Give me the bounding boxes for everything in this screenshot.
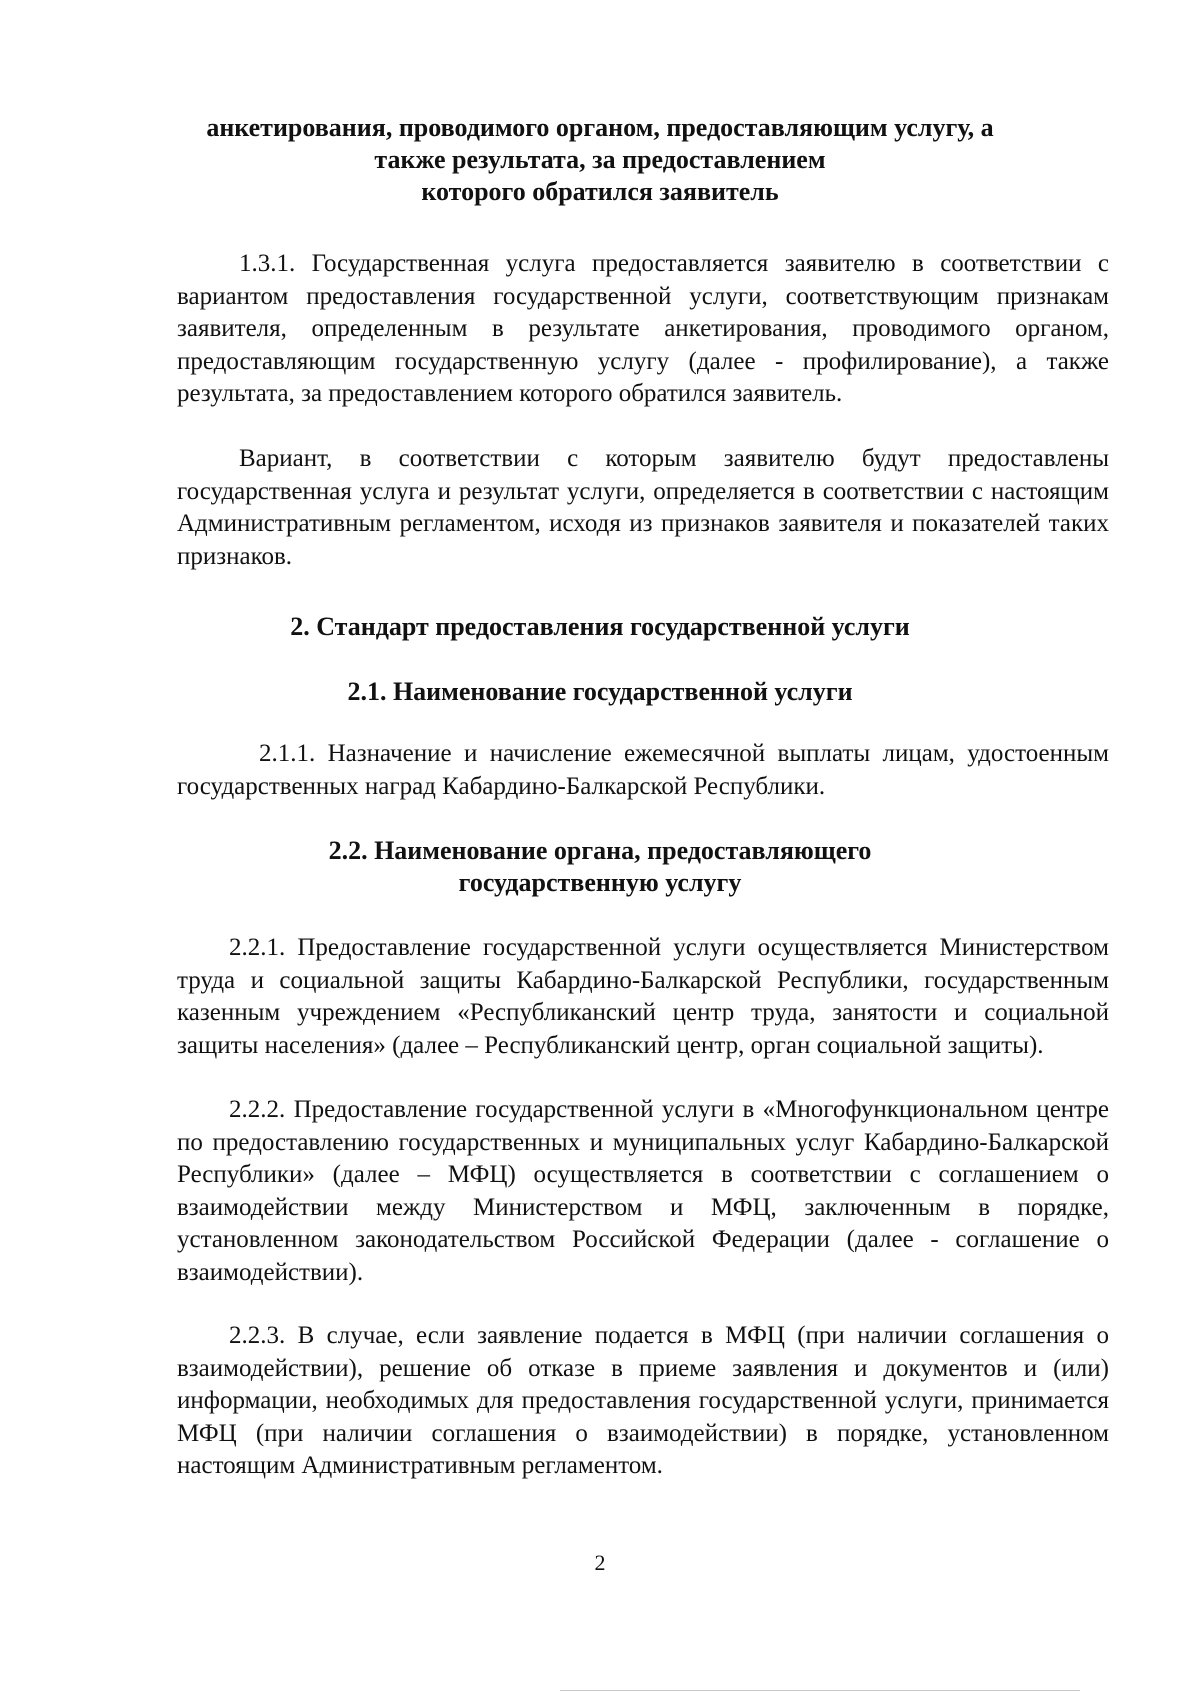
- paragraph-2-2-1: 2.2.1. Предоставление государственной услуги осуществляется Министерством труда и социальной защиты Кабардино-Балкарской Республики, государственным казенным учреждением «Республиканский центр труда, занятости и социальной защиты населения» (далее – Республиканский центр, орган социальной защиты).: [177, 934, 1109, 1059]
- intro-heading-line-3: которого обратился заявитель: [421, 177, 779, 206]
- section-2-2-title-line-2: государственную услугу: [458, 868, 742, 897]
- paragraph-2-2-3: 2.2.3. В случае, если заявление подается в МФЦ (при наличии соглашения о взаимодействии), решение об отказе в приеме заявления и документов и (или) информации, необходимых для предоставления государственной услуги, принимается МФЦ (при наличии соглашения о взаимодействии) в порядке, установленном настоящим Административным регламентом.: [177, 1322, 1109, 1479]
- paragraph-1-3-1: 1.3.1. Государственная услуга предоставляется заявителю в соответствии с вариантом предоставления государственной услуги, соответствующим признакам заявителя, определенным в результате анкетирования, проводимого органом, предоставляющим государственную услугу (далее - профилирование), а также результата, за предоставлением которого обратился заявитель.: [177, 250, 1109, 407]
- section-2-2-heading: [0, 835, 1200, 899]
- paragraph-2-2-2: 2.2.2. Предоставление государственной услуги в «Многофункциональном центре по предоставлению государственных и муниципальных услуг Кабардино-Балкарской Республики» (далее – МФЦ) осуществляется в соответствии с соглашением о взаимодействии между Министерством и МФЦ, заключенным в порядке, установленном законодательством Российской Федерации (далее - соглашение о взаимодействии).: [177, 1096, 1109, 1286]
- intro-heading-line-1: анкетирования, проводимого органом, предоставляющим услугу, а: [206, 113, 994, 142]
- section-2-title: 2. Стандарт предоставления государственной услуги: [290, 612, 910, 641]
- section-2-1-heading: [0, 676, 1200, 708]
- section-2-heading: [0, 611, 1200, 643]
- section-2-2-title-line-1: 2.2. Наименование органа, предоставляющего: [328, 836, 872, 865]
- intro-heading: [0, 112, 1200, 208]
- paragraph-2-1-1: 2.1.1. Назначение и начисление ежемесячной выплаты лицам, удостоенным государственных наград Кабардино-Балкарской Республики.: [177, 740, 1109, 800]
- paragraph-variant: Вариант, в соответствии с которым заявителю будут предоставлены государственная услуга и результат услуги, определяется в соответствии с настоящим Административным регламентом, исходя из признаков заявителя и показателей таких признаков.: [177, 445, 1109, 570]
- intro-heading-line-2: также результата, за предоставлением: [374, 145, 826, 174]
- scan-artifact-line: [560, 1690, 1080, 1691]
- section-2-1-title: 2.1. Наименование государственной услуги: [347, 677, 853, 706]
- page-number: 2: [594, 1550, 606, 1575]
